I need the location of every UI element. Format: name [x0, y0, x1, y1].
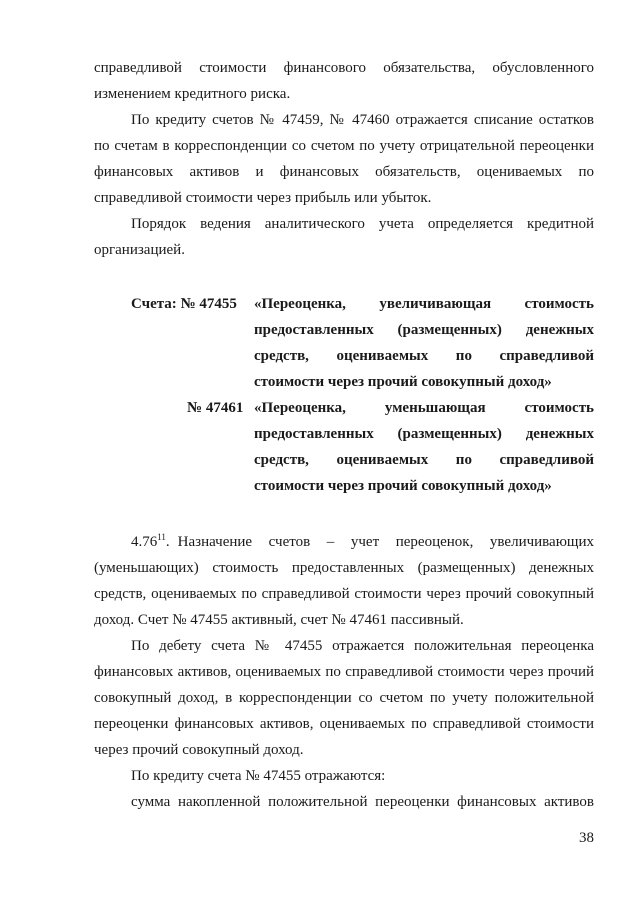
- paragraph-5-line-3: совокупный доход, в корреспонденции со счетом по учету положительной: [94, 690, 594, 706]
- paragraph-2-line-4: справедливой стоимости через прибыль или убыток.: [94, 190, 432, 206]
- account-1-desc-line-1: «Переоценка, увеличивающая стоимость: [254, 296, 594, 312]
- accounts-label: [131, 295, 237, 313]
- paragraph-5-line-2: финансовых активов, оцениваемых по справедливой стоимости через прочий: [94, 664, 594, 680]
- paragraph-4-line-1: [131, 533, 594, 551]
- paragraph-1-line-1: справедливой стоимости финансового обязательства, обусловленного: [94, 60, 594, 76]
- paragraph-5-line-5: через прочий совокупный доход.: [94, 742, 304, 758]
- paragraph-4-line-2: (уменьшающих) стоимость предоставленных (размещенных) денежных: [94, 560, 594, 576]
- account-2-desc-line-4: стоимости через прочий совокупный доход»: [254, 478, 552, 494]
- paragraph-6-line-1: По кредиту счета № 47455 отражаются:: [131, 768, 386, 784]
- paragraph-4-line-4: доход. Счет № 47455 активный, счет № 47461 пассивный.: [94, 612, 464, 628]
- account-1-desc-line-3: средств, оцениваемых по справедливой: [254, 348, 594, 364]
- paragraph-3-line-1: Порядок ведения аналитического учета определяется кредитной: [131, 216, 594, 232]
- account-2-desc-line-3: средств, оцениваемых по справедливой: [254, 452, 594, 468]
- page-number: 38: [579, 830, 594, 846]
- account-2-number: № 47461: [187, 400, 244, 416]
- paragraph-1-line-2: изменением кредитного риска.: [94, 86, 291, 102]
- paragraph-4-line-1-text: Назначение счетов – учет переоценок, увеличивающих: [177, 534, 594, 550]
- paragraph-5-line-1: По дебету счета № 47455 отражается положительная переоценка: [131, 638, 594, 654]
- paragraph-7-line-1: сумма накопленной положительной переоценки финансовых активов: [131, 794, 594, 810]
- paragraph-3-line-2: организацией.: [94, 242, 185, 258]
- accounts-prefix: Счета:: [131, 296, 177, 312]
- section-number: 4.76: [131, 534, 158, 550]
- account-2-desc-line-2: предоставленных (размещенных) денежных: [254, 426, 594, 442]
- account-2-desc-line-1: «Переоценка, уменьшающая стоимость: [254, 400, 594, 416]
- section-separator: .: [165, 534, 170, 550]
- section-number-wrap: [131, 533, 170, 551]
- account-1-desc-line-2: предоставленных (размещенных) денежных: [254, 322, 594, 338]
- paragraph-5-line-4: переоценки финансовых активов, оцениваемых по справедливой стоимости: [94, 716, 594, 732]
- paragraph-2-line-2: по счетам в корреспонденции со счетом по учету отрицательной переоценки: [94, 138, 594, 154]
- account-1-desc-line-4: стоимости через прочий совокупный доход»: [254, 374, 552, 390]
- paragraph-2-line-3: финансовых активов и финансовых обязательств, оцениваемых по: [94, 164, 594, 180]
- paragraph-4-line-3: средств, оцениваемых по справедливой стоимости через прочий совокупный: [94, 586, 594, 602]
- account-1-number: № 47455: [180, 296, 237, 312]
- paragraph-2-line-1: По кредиту счетов № 47459, № 47460 отражается списание остатков: [131, 112, 594, 128]
- footnote-marker: 11: [157, 532, 166, 542]
